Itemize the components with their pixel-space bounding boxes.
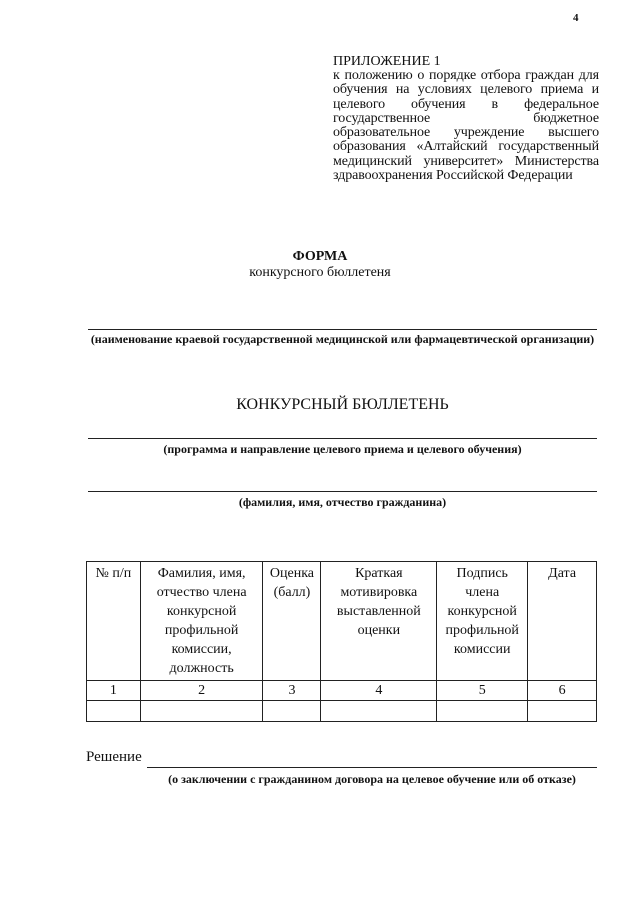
column-number: 6 bbox=[528, 681, 597, 701]
organization-caption: (наименование краевой государственной медицинской или фармацевтической организации) bbox=[90, 332, 595, 346]
table-cell[interactable] bbox=[321, 701, 437, 722]
page-number: 4 bbox=[573, 12, 579, 24]
table-cell[interactable] bbox=[140, 701, 263, 722]
header-score: Оценка (балл) bbox=[263, 562, 321, 681]
header-motivation: Краткая мотивировка выставленной оценки bbox=[321, 562, 437, 681]
column-number: 5 bbox=[437, 681, 528, 701]
form-subtitle: конкурсного бюллетеня bbox=[249, 265, 391, 280]
column-number: 1 bbox=[87, 681, 141, 701]
organization-line bbox=[88, 329, 597, 330]
program-line bbox=[88, 438, 597, 439]
program-caption: (программа и направление целевого приема и целевого обучения) bbox=[163, 442, 522, 456]
decision-caption: (о заключении с гражданином договора на целевое обучение или об отказе) bbox=[168, 772, 576, 786]
decision-label: Решение bbox=[86, 749, 142, 765]
citizen-line bbox=[88, 491, 597, 492]
table-row bbox=[87, 701, 597, 722]
appendix-text: к положению о порядке отбора граждан для обучения на условиях целевого приема и целевого обучения в федеральное государственное бюджетное образовательное учреждение высшего образования «Алтайский государственный медицинский университет» Министерства здравоохранения Российской Федерации bbox=[333, 68, 599, 184]
decision-line[interactable] bbox=[147, 767, 597, 768]
appendix-title: ПРИЛОЖЕНИЕ 1 bbox=[333, 54, 441, 69]
table-cell[interactable] bbox=[528, 701, 597, 722]
table-cell[interactable] bbox=[437, 701, 528, 722]
header-date: Дата bbox=[528, 562, 597, 681]
citizen-caption: (фамилия, имя, отчество гражданина) bbox=[238, 495, 447, 509]
column-number: 3 bbox=[263, 681, 321, 701]
column-number: 2 bbox=[140, 681, 263, 701]
table-cell[interactable] bbox=[87, 701, 141, 722]
form-title: ФОРМА bbox=[292, 249, 348, 264]
header-signature: Подпись члена конкурсной профильной комиссии bbox=[437, 562, 528, 681]
table-header-row bbox=[87, 562, 597, 681]
column-number: 4 bbox=[321, 681, 437, 701]
table-cell[interactable] bbox=[263, 701, 321, 722]
header-member-name: Фамилия, имя, отчество члена конкурсной профильной комиссии, должность bbox=[140, 562, 263, 681]
evaluation-table bbox=[86, 561, 597, 722]
appendix-block bbox=[333, 54, 599, 183]
header-number: № п/п bbox=[87, 562, 141, 681]
form-heading bbox=[0, 249, 640, 281]
table-number-row bbox=[87, 681, 597, 701]
ballot-title: КОНКУРСНЫЙ БЮЛЛЕТЕНЬ bbox=[236, 396, 449, 413]
